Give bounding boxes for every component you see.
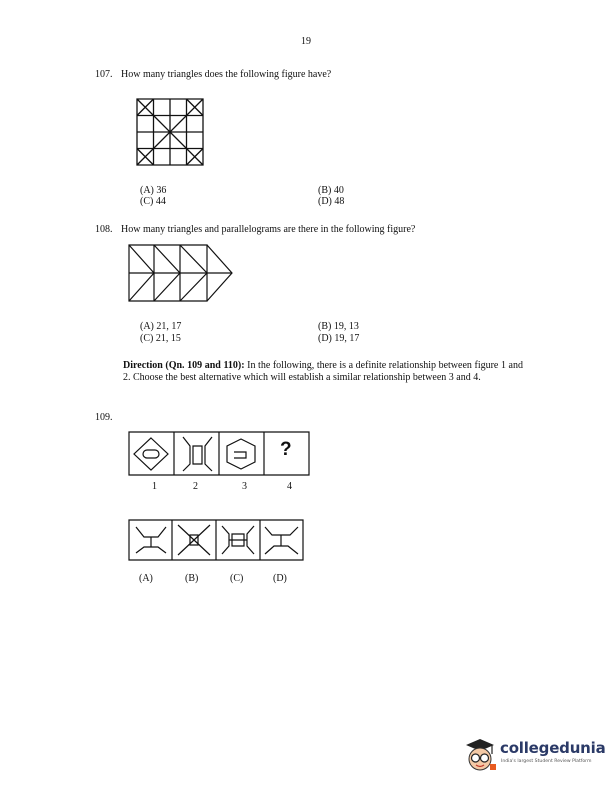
brand-tagline: India's largest Student Review Platform	[501, 759, 592, 764]
figure-label: 2	[193, 481, 198, 492]
option-a: (A) 36	[140, 185, 167, 196]
direction-heading: Direction (Qn. 109 and 110):	[123, 360, 245, 371]
option-d: (D) 19, 17	[318, 333, 360, 344]
triangle-grid-figure	[136, 98, 204, 166]
question-108	[95, 224, 415, 236]
option-a: (A) 21, 17	[140, 321, 182, 332]
question-text: How many triangles does the following figure have?	[121, 69, 332, 80]
question-number: 108.	[95, 224, 113, 235]
answer-label: (C)	[230, 573, 244, 584]
question-number: 107.	[95, 69, 113, 80]
question-text: How many triangles and parallelograms are there in the following figure?	[121, 224, 416, 235]
question-109-number: 109.	[95, 412, 113, 423]
question-107	[95, 69, 331, 81]
option-d: (D) 48	[318, 196, 345, 207]
answer-label: (A)	[139, 573, 153, 584]
question-mark: ?	[280, 439, 292, 460]
arrow-figure	[128, 244, 234, 302]
direction-text	[123, 360, 523, 384]
mascot-logo-icon	[462, 736, 498, 772]
page-number: 19	[301, 36, 311, 47]
option-c: (C) 44	[140, 196, 166, 207]
option-b: (B) 40	[318, 185, 344, 196]
figure-label: 4	[287, 481, 292, 492]
option-b: (B) 19, 13	[318, 321, 359, 332]
direction-body: In the following, there is a definite relationship between figure 1 and 2. Choose the best alternative which will establish a similar relationship between 3 and 4.	[123, 360, 523, 383]
answer-figures	[128, 519, 304, 561]
option-c: (C) 21, 15	[140, 333, 181, 344]
figure-label: 3	[242, 481, 247, 492]
figure-label: 1	[152, 481, 157, 492]
answer-label: (D)	[273, 573, 287, 584]
brand-name: collegedunia	[500, 739, 606, 757]
answer-label: (B)	[185, 573, 199, 584]
